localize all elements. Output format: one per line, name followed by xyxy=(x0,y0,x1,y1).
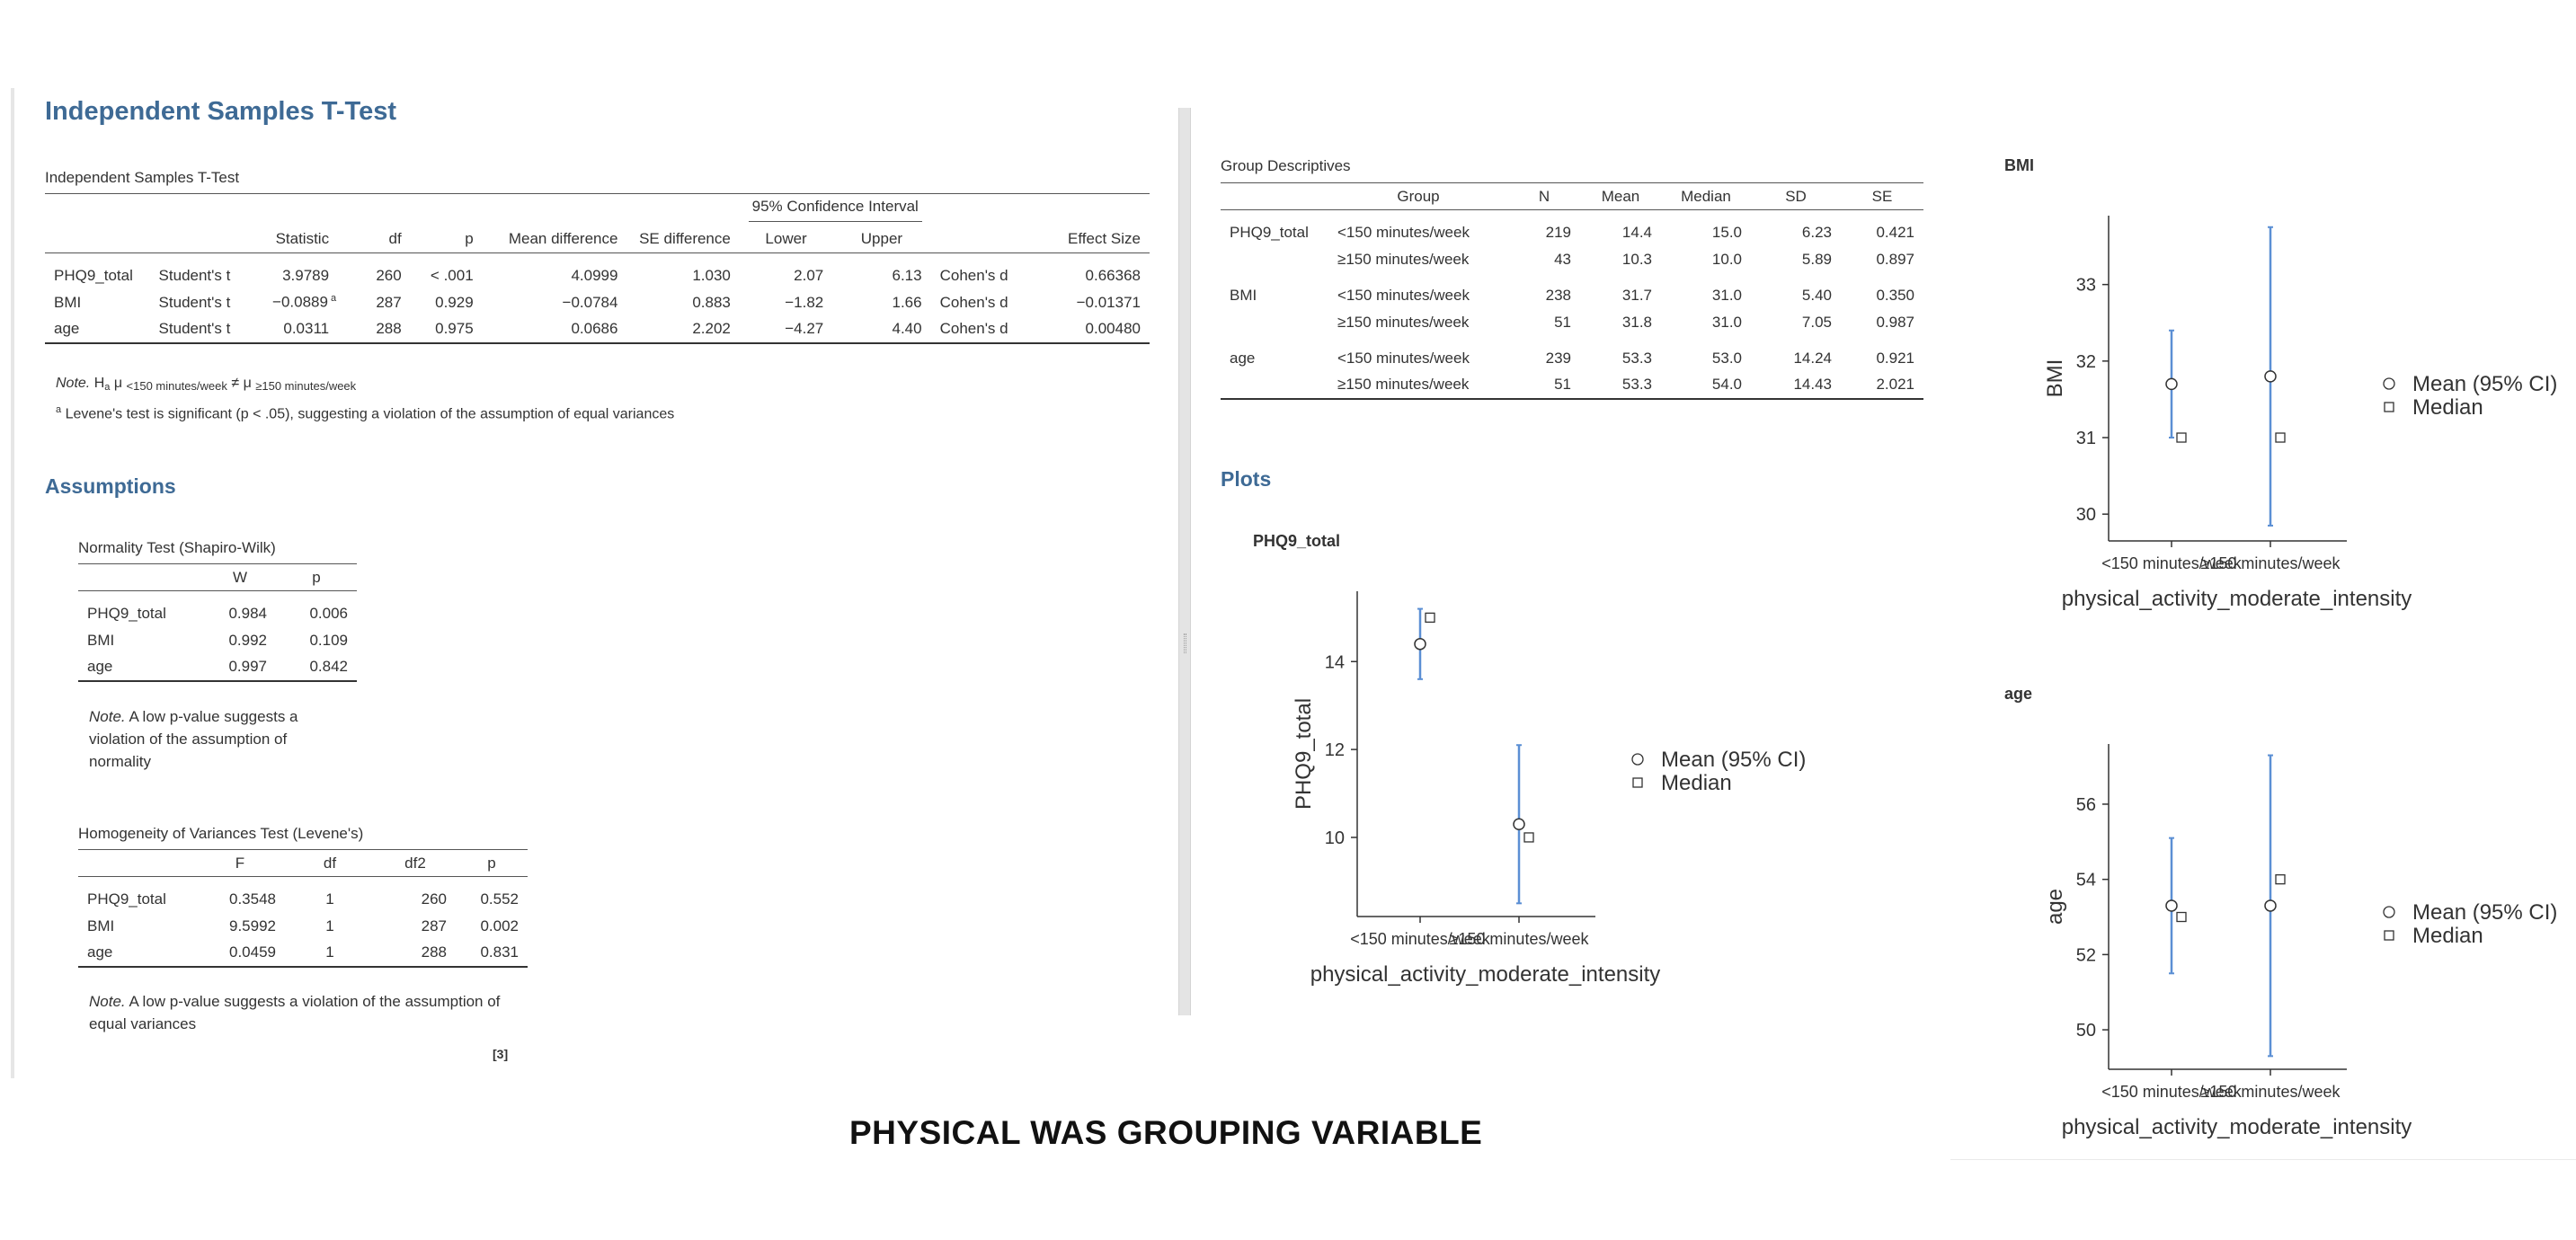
cell: 2.021 xyxy=(1841,372,1923,399)
cell: 4.0999 xyxy=(571,266,618,284)
levene-note xyxy=(89,990,520,1035)
cell: 4.40 xyxy=(832,316,930,343)
cell: 0.421 xyxy=(1876,223,1914,241)
cell: 1.030 xyxy=(692,266,731,284)
cell: 0.992 xyxy=(228,631,267,649)
cell: 1 xyxy=(285,940,375,967)
levene-caption: Homogeneity of Variances Test (Levene's) xyxy=(78,825,364,842)
ttest-hypothesis-note xyxy=(56,372,356,399)
mean-point xyxy=(1514,819,1524,829)
col-header: Mean difference xyxy=(483,226,627,253)
cell: <150 minutes/week xyxy=(1337,349,1470,367)
descriptives-caption: Group Descriptives xyxy=(1221,157,1351,174)
footer-caption: PHYSICAL WAS GROUPING VARIABLE xyxy=(849,1114,1483,1151)
table-row xyxy=(78,886,528,913)
cell: 0.552 xyxy=(480,890,519,908)
cell xyxy=(1221,246,1328,273)
note-mu: μ xyxy=(113,376,123,391)
cell: age xyxy=(1230,349,1256,367)
table-row xyxy=(78,913,528,940)
cell: 6.23 xyxy=(1801,223,1832,241)
col-header: Statistic xyxy=(245,226,338,253)
y-tick-label: 12 xyxy=(1324,740,1345,761)
cell xyxy=(1221,372,1328,399)
reference-marker[interactable]: [3] xyxy=(493,1047,509,1061)
table-row xyxy=(45,262,1150,289)
cell: 0.66368 xyxy=(1085,266,1141,284)
cell: ≥150 minutes/week xyxy=(1337,250,1470,268)
table-row xyxy=(1221,219,1923,246)
cell: 51 xyxy=(1554,313,1571,331)
normality-caption: Normality Test (Shapiro-Wilk) xyxy=(78,539,276,556)
legend-mean-label: Mean (95% CI) xyxy=(2412,900,2558,925)
note-text: A low p-value suggests a violation of the assumption of equal variances xyxy=(89,993,501,1032)
mean-point xyxy=(2265,371,2276,382)
cell: 0.987 xyxy=(1876,313,1914,331)
col-header: Median xyxy=(1661,183,1751,210)
median-point xyxy=(2276,433,2285,442)
cell: 14.24 xyxy=(1793,349,1832,367)
cell: BMI xyxy=(87,631,115,649)
cell: 288 xyxy=(375,940,456,967)
cell: Student's t xyxy=(158,266,231,284)
cell: 43 xyxy=(1554,250,1571,268)
y-tick-label: 31 xyxy=(2075,429,2096,449)
cell: 287 xyxy=(421,917,447,934)
cell: ≥150 minutes/week xyxy=(1328,372,1508,399)
ttest-table-caption: Independent Samples T-Test xyxy=(45,169,240,186)
page-title: Independent Samples T-Test xyxy=(45,97,397,126)
cell: −0.0784 xyxy=(562,293,618,311)
cell: 1 xyxy=(325,917,334,934)
plot-title-age: age xyxy=(2004,685,2033,703)
median-point xyxy=(2276,875,2285,884)
mean-point xyxy=(1415,639,1426,650)
table-row xyxy=(1221,282,1923,309)
cell: BMI xyxy=(87,917,115,934)
cell: 31.7 xyxy=(1621,286,1652,304)
y-tick-label: 10 xyxy=(1324,828,1345,848)
col-header: Upper xyxy=(832,226,930,253)
cell: <150 minutes/week xyxy=(1337,286,1470,304)
col-header: p xyxy=(411,226,483,253)
legend-mean-icon xyxy=(2384,907,2394,917)
cell: 53.3 xyxy=(1621,349,1652,367)
cell: −1.82 xyxy=(785,293,824,311)
note-a: a xyxy=(104,382,111,393)
assumptions-title: Assumptions xyxy=(45,474,176,498)
x-tick-label: ≥150 minutes/week xyxy=(1449,930,1589,948)
col-header: p xyxy=(456,850,528,877)
cell xyxy=(1221,309,1328,336)
cell: 288 xyxy=(338,316,411,343)
cell: < .001 xyxy=(430,266,474,284)
cell: age xyxy=(78,654,204,681)
col-header: df xyxy=(285,850,375,877)
col-header: N xyxy=(1508,183,1580,210)
cell: 260 xyxy=(421,890,447,908)
note-mu: μ xyxy=(243,376,252,391)
cell: 6.13 xyxy=(892,266,922,284)
cell: 0.00480 xyxy=(1017,316,1150,343)
cell: PHQ9_total xyxy=(54,266,133,284)
col-header: SE xyxy=(1841,183,1923,210)
y-tick-label: 56 xyxy=(2075,794,2096,815)
table-row xyxy=(1221,246,1923,273)
cell: 0.006 xyxy=(309,604,348,622)
table-row xyxy=(1221,345,1923,372)
cell: 53.0 xyxy=(1711,349,1742,367)
table-row xyxy=(78,600,357,627)
col-header: Group xyxy=(1328,183,1508,210)
cell: 14.4 xyxy=(1621,223,1652,241)
y-tick-label: 52 xyxy=(2075,945,2096,966)
y-axis-title: PHQ9_total xyxy=(1292,697,1316,810)
cell: 0.842 xyxy=(276,654,357,681)
col-header: Mean xyxy=(1580,183,1661,210)
cell: PHQ9_total xyxy=(1230,223,1309,241)
cell: 31.0 xyxy=(1711,313,1742,331)
cell: −0.0889 xyxy=(272,293,328,311)
col-header: Lower xyxy=(740,226,832,253)
y-tick-label: 14 xyxy=(1324,652,1345,673)
col-header: Effect Size xyxy=(1017,226,1150,253)
cell: 14.43 xyxy=(1751,372,1841,399)
x-axis-title: physical_activity_moderate_intensity xyxy=(2061,1115,2412,1139)
cell: 1.66 xyxy=(892,293,922,311)
note-h: H xyxy=(93,376,105,391)
cell: Student's t xyxy=(158,293,231,311)
cell: 0.0311 xyxy=(245,316,338,343)
col-header: p xyxy=(276,564,357,591)
cell: 9.5992 xyxy=(229,917,276,934)
cell: 2.07 xyxy=(794,266,824,284)
legend-median-label: Median xyxy=(1661,771,1732,795)
cell: 0.883 xyxy=(692,293,731,311)
x-tick-label: <150 minutes/week xyxy=(2101,1083,2242,1101)
mean-point xyxy=(2166,900,2177,911)
cell: 0.109 xyxy=(309,631,348,649)
cell: PHQ9_total xyxy=(87,604,166,622)
median-point xyxy=(2177,913,2186,922)
cell: 5.89 xyxy=(1801,250,1832,268)
cell: 53.3 xyxy=(1580,372,1661,399)
y-tick-label: 50 xyxy=(2075,1021,2096,1041)
y-tick-label: 54 xyxy=(2075,870,2096,890)
cell: 238 xyxy=(1545,286,1571,304)
cell: 0.831 xyxy=(456,940,528,967)
table-row xyxy=(1221,309,1923,336)
legend-mean-icon xyxy=(2384,378,2394,389)
legend-median-label: Median xyxy=(2412,395,2483,420)
col-header: SE difference xyxy=(626,226,739,253)
y-tick-label: 32 xyxy=(2075,351,2096,372)
cell: <150 minutes/week xyxy=(1337,223,1470,241)
x-tick-label: <150 minutes/week xyxy=(2101,554,2242,572)
y-axis-title: age xyxy=(2043,888,2067,926)
table-row xyxy=(45,316,1150,343)
note-label: Note. xyxy=(89,708,126,725)
legend-mean-icon xyxy=(1632,754,1643,765)
y-tick-label: 30 xyxy=(2075,505,2096,526)
cell: 31.8 xyxy=(1621,313,1652,331)
cell: 0.984 xyxy=(228,604,267,622)
cell: 31.0 xyxy=(1711,286,1742,304)
col-header: df xyxy=(338,226,411,253)
legend-median-icon xyxy=(2385,403,2394,412)
levene-table xyxy=(78,849,528,968)
cell: age xyxy=(78,940,195,967)
cell: PHQ9_total xyxy=(87,890,166,908)
plot-bmi xyxy=(2028,199,2567,613)
x-axis-title: physical_activity_moderate_intensity xyxy=(2061,587,2412,611)
cell: 287 xyxy=(376,293,402,311)
cell: 0.921 xyxy=(1876,349,1914,367)
legend-median-label: Median xyxy=(2412,924,2483,948)
note-neq: ≠ xyxy=(231,376,240,391)
col-header: F xyxy=(195,850,285,877)
cell: 0.0686 xyxy=(483,316,627,343)
cell: ≥150 minutes/week xyxy=(1337,313,1470,331)
col-header: SD xyxy=(1751,183,1841,210)
median-point xyxy=(1524,833,1533,842)
table-row xyxy=(78,940,528,967)
y-axis-title: BMI xyxy=(2043,359,2067,398)
cell: Cohen's d xyxy=(939,266,1008,284)
cell: 5.40 xyxy=(1801,286,1832,304)
mean-point xyxy=(2166,378,2177,389)
plot-title-bmi: BMI xyxy=(2004,156,2034,174)
cell: 0.0459 xyxy=(195,940,285,967)
cell: 10.3 xyxy=(1621,250,1652,268)
splitter-grip-icon[interactable] xyxy=(1184,633,1186,653)
panel-splitter[interactable] xyxy=(1178,108,1191,1015)
divider xyxy=(1950,1159,2576,1160)
footnote-marker: a xyxy=(56,404,62,415)
x-axis-title: physical_activity_moderate_intensity xyxy=(1310,962,1661,987)
col-header: W xyxy=(204,564,276,591)
cell: 0.3548 xyxy=(229,890,276,908)
table-row xyxy=(78,654,357,681)
cell: 3.9789 xyxy=(282,266,330,284)
mean-point xyxy=(2265,900,2276,911)
ci-header: 95% Confidence Interval xyxy=(749,198,922,222)
note-group1: <150 minutes/week xyxy=(126,379,227,393)
cell: 0.975 xyxy=(411,316,483,343)
plot-title-phq9: PHQ9_total xyxy=(1253,532,1341,550)
cell: 219 xyxy=(1545,223,1571,241)
note-label: Note. xyxy=(89,993,126,1010)
note-label: Note. xyxy=(56,376,91,391)
cell: 0.997 xyxy=(204,654,276,681)
cell: 0.897 xyxy=(1876,250,1914,268)
normality-table xyxy=(78,563,357,682)
cell: 0.929 xyxy=(435,293,474,311)
median-point xyxy=(2177,433,2186,442)
plot-age xyxy=(2028,728,2567,1141)
cell: 54.0 xyxy=(1661,372,1751,399)
x-tick-label: ≥150 minutes/week xyxy=(2200,554,2341,572)
table-row xyxy=(1221,372,1923,399)
cell: BMI xyxy=(1230,286,1257,304)
plots-title: Plots xyxy=(1221,467,1272,491)
cell: 0.350 xyxy=(1876,286,1914,304)
legend-median-icon xyxy=(1633,778,1642,787)
footnote-text: Levene's test is significant (p < .05), suggesting a violation of the assumption of equal variances xyxy=(65,406,675,422)
x-tick-label: <150 minutes/week xyxy=(1350,930,1490,948)
ttest-footnote xyxy=(56,399,674,425)
table-row xyxy=(78,627,357,654)
descriptives-table xyxy=(1221,182,1923,400)
cell: 2.202 xyxy=(626,316,739,343)
normality-note xyxy=(89,705,345,773)
cell: 10.0 xyxy=(1711,250,1742,268)
cell: 15.0 xyxy=(1711,223,1742,241)
cell: −4.27 xyxy=(740,316,832,343)
legend-mean-label: Mean (95% CI) xyxy=(2412,372,2558,396)
y-tick-label: 33 xyxy=(2075,275,2096,296)
cell: 239 xyxy=(1545,349,1571,367)
cell: age xyxy=(45,316,150,343)
cell: Cohen's d xyxy=(939,293,1008,311)
cell: 260 xyxy=(376,266,402,284)
col-header: df2 xyxy=(375,850,456,877)
left-panel-border xyxy=(11,88,14,1078)
cell: 7.05 xyxy=(1801,313,1832,331)
plot-phq9 xyxy=(1276,575,1834,988)
cell: 0.002 xyxy=(480,917,519,934)
note-group2: ≥150 minutes/week xyxy=(255,379,357,393)
x-tick-label: ≥150 minutes/week xyxy=(2200,1083,2341,1101)
cell: BMI xyxy=(54,293,82,311)
ttest-table xyxy=(45,193,1150,344)
note-text: A low p-value suggests a violation of the assumption of normality xyxy=(89,708,298,770)
cell: Student's t xyxy=(150,316,246,343)
legend-mean-label: Mean (95% CI) xyxy=(1661,748,1807,772)
median-point xyxy=(1426,613,1435,622)
cell: 1 xyxy=(325,890,334,908)
cell: 51 xyxy=(1508,372,1580,399)
cell: −0.01371 xyxy=(1076,293,1141,311)
footnote-marker: a xyxy=(330,293,337,305)
table-row xyxy=(45,289,1150,316)
legend-median-icon xyxy=(2385,931,2394,940)
cell: Cohen's d xyxy=(931,316,1017,343)
